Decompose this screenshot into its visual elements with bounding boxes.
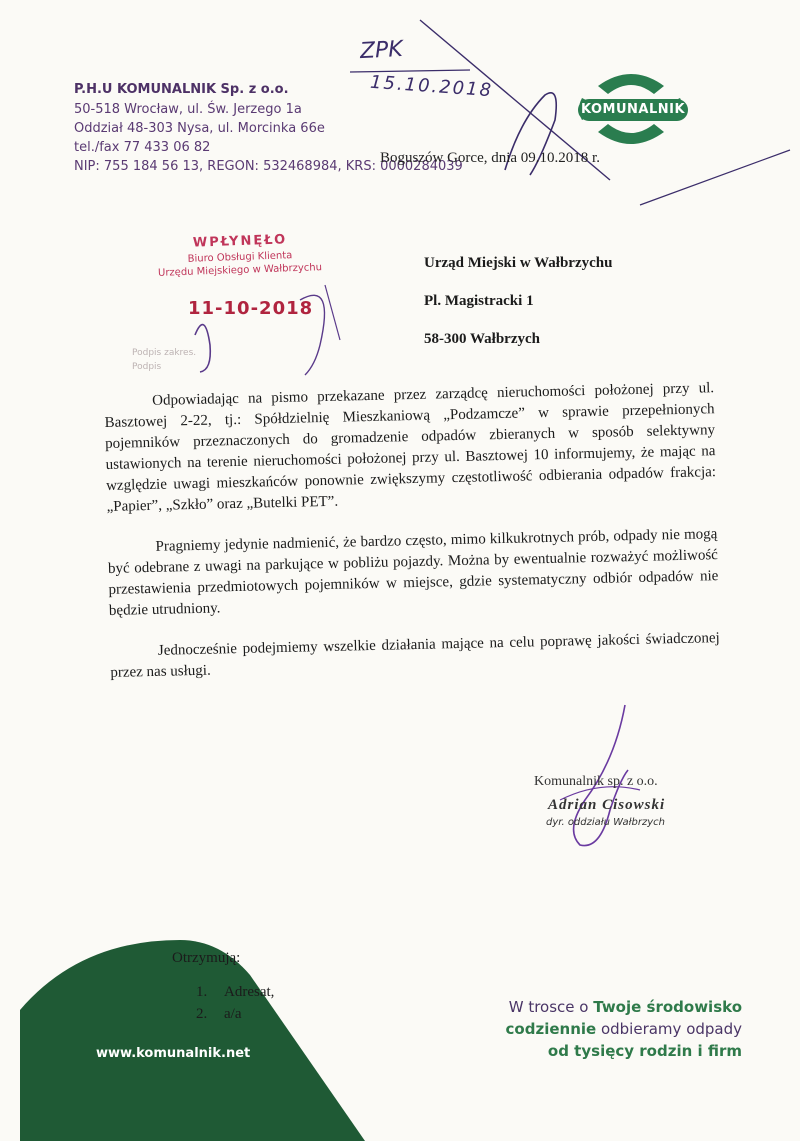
recipient-line1: Urząd Miejski w Wałbrzychu <box>424 255 613 271</box>
company-name: P.H.U KOMUNALNIK Sp. z o.o. <box>74 82 289 97</box>
recipient-item-num: 1. <box>196 984 208 1000</box>
signature-name: Adrian Cisowski <box>548 797 666 813</box>
body-paragraph-3: Jednocześnie podejmiemy wszelkie działania mające na celu poprawę jakości świadczonej przez nas usługi. <box>110 630 720 681</box>
body-paragraph-2: Pragniemy jedynie nadmienić, że bardzo często, mimo kilkukrotnych prób, odpady nie mogą być odebrane z uwagi na parkujące w pobliżu pojazdy. Można by ewentualnie rozważyć możliwość przestawienia przedmiotowych pojemników w miejsce, gdzie systematyczny odbiór odpadów nie będzie utrudniony. <box>107 526 719 619</box>
stamp-line1: Biuro Obsługi Klienta <box>187 250 293 265</box>
company-address: 50-518 Wrocław, ul. Św. Jerzego 1a <box>74 102 302 117</box>
slogan-bold-3: od tysięcy rodzin i firm <box>547 1042 742 1060</box>
handwritten-date: 15.10.2018 <box>369 71 494 102</box>
slogan-plain-1: W trosce o <box>508 998 594 1016</box>
slogan-bold-1: Twoje środowisko <box>593 998 742 1016</box>
stamp-title: WPŁYNĘŁO <box>192 232 288 251</box>
slogan-bold-2: codziennie <box>505 1020 597 1038</box>
company-phone: tel./fax 77 433 06 82 <box>74 140 211 155</box>
recipient-item-num: 2. <box>196 1006 208 1022</box>
company-branch: Oddział 48-303 Nysa, ul. Morcinka 66e <box>74 121 325 136</box>
company-ids: NIP: 755 184 56 13, REGON: 532468984, KRS: 0000284039 <box>74 159 463 174</box>
slogan-plain-2: odbieramy odpady <box>596 1020 742 1038</box>
recipient-line3: 58-300 Wałbrzych <box>424 331 540 347</box>
signature-company: Komunalnik sp. z o.o. <box>534 774 658 789</box>
place-date-line: Boguszów Gorce, dnia 09.10.2018 r. <box>380 150 600 166</box>
footer-website-link[interactable]: www.komunalnik.net <box>96 1046 251 1061</box>
handwritten-mark: ZPK <box>359 36 404 65</box>
recipient-item-text: Adresat, <box>224 984 275 1000</box>
stamp-date: 11-10-2018 <box>188 298 314 319</box>
recipient-line2: Pl. Magistracki 1 <box>424 293 534 309</box>
recipient-item-text: a/a <box>224 1006 242 1022</box>
signature-role: dyr. oddziału Wałbrzych <box>546 817 665 828</box>
body-paragraph-1: Odpowiadając na pismo przekazane przez zarządcę nieruchomości położonej przy ul. Basztowej 2-22, tj.: Spółdzielnię Mieszkaniową „Podzamcze” w sprawie przepełnionych pojemników przeznaczonych do gromadzenie odpadów zbieranych w sposób selektywny ustawionych na terenie nieruchomości położonej przy ul. Basztowej 10 informujemy, że mając na względzie uwagi mieszkańców ponownie zwiększymy częstotliwość odbierania odpadów frakcja: „Papier”, „Szkło” oraz „Butelki PET”. <box>104 380 717 515</box>
stamp-faded-label: Podpis zakres. <box>132 348 197 358</box>
stamp-faded-label-2: Podpis <box>132 362 162 372</box>
recipients-heading: Otrzymują: <box>172 950 241 966</box>
logo-text: KOMUNALNIK <box>578 99 688 121</box>
stamp-line2: Urzędu Miejskiego w Wałbrzychu <box>157 262 323 279</box>
